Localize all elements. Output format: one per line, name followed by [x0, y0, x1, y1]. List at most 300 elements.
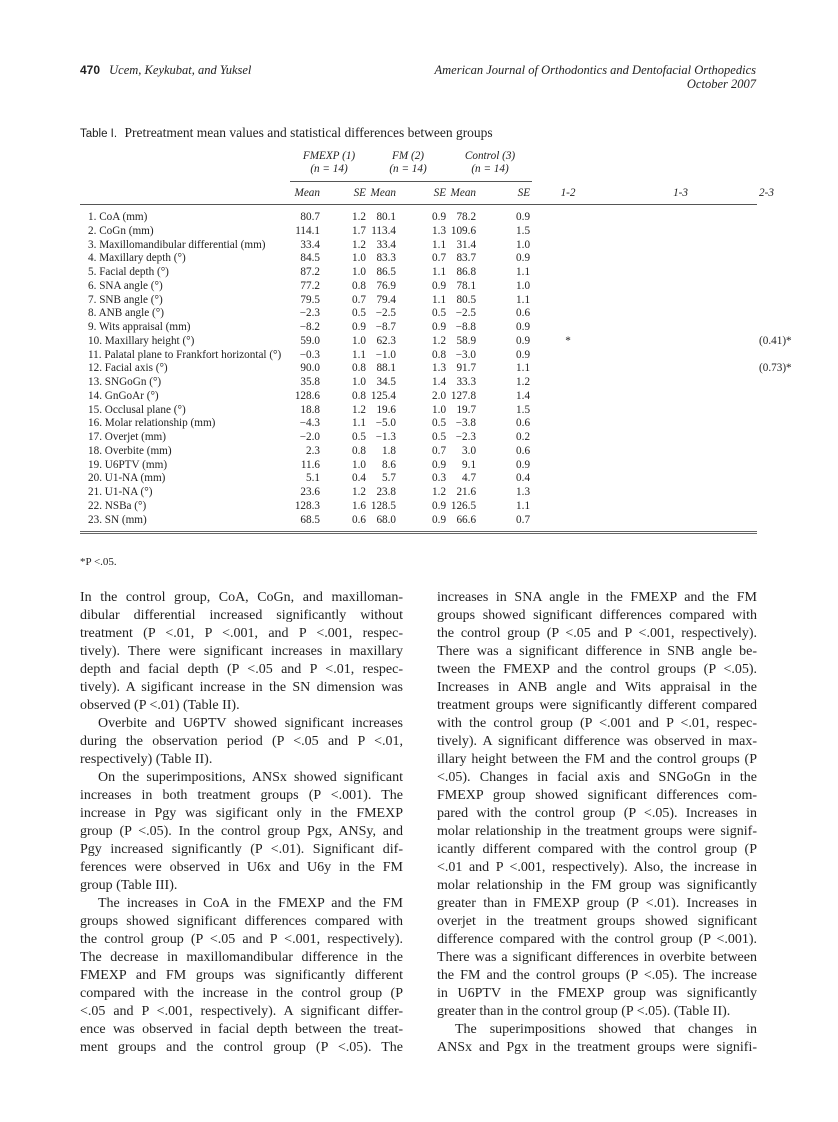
table-cell: 1.8	[382, 444, 397, 457]
table-cell: 1.1	[432, 238, 447, 251]
table-cell	[532, 500, 604, 514]
table-cell: 0.9	[516, 334, 531, 347]
table-cell: −2.3	[455, 431, 477, 443]
table-cell: 0.8	[432, 348, 447, 361]
table-cell: 0.7	[432, 252, 447, 265]
text-line: tively). There were significant increases in maxillary	[80, 644, 403, 659]
text-line: respectively) (Table II).	[80, 752, 213, 767]
table-row	[80, 239, 757, 253]
table-label: Table I.	[80, 128, 118, 140]
table-cell: 0.8	[352, 279, 367, 292]
table-cell	[604, 459, 757, 473]
table-cell: 127.8	[450, 389, 477, 402]
row-label: 20. U1-NA (mm)	[88, 472, 166, 485]
table-cell	[604, 239, 757, 253]
text-line: depth and facial depth (P <.05 and P <.01, respec-	[80, 662, 403, 677]
table-cell: 90.0	[300, 362, 320, 375]
table-cell: 86.8	[456, 266, 477, 278]
table-cell: 128.3	[294, 499, 320, 512]
table-cell: 33.4	[376, 238, 397, 251]
table-cell: 0.7	[352, 293, 367, 306]
table-cell: 88.1	[376, 362, 397, 375]
table-cell: 1.1	[516, 266, 531, 278]
table-row	[80, 349, 757, 363]
table-row	[80, 280, 757, 294]
table-cell	[604, 486, 757, 500]
table-cell: 1.2	[352, 486, 367, 498]
row-label: 10. Maxillary height (°)	[88, 334, 195, 347]
table-row	[80, 390, 757, 404]
table-body	[80, 205, 792, 533]
table-cell: 109.6	[450, 224, 477, 237]
table-cell	[532, 459, 604, 473]
table-cell: 76.9	[376, 279, 397, 292]
table-cell: 78.2	[456, 211, 477, 223]
table-cell: 0.9	[516, 458, 531, 471]
text-line: There was a significant differences in overbite between	[437, 950, 757, 965]
table-cell: 86.5	[376, 266, 397, 278]
table-cell: 1.1	[516, 362, 531, 375]
table-cell: 68.5	[290, 514, 322, 533]
table-row	[80, 459, 757, 473]
table-cell	[532, 280, 604, 294]
text-line: tween the FMEXP and the control groups (P <.05).	[437, 662, 757, 677]
text-line: FMEXP group showed significant differences com-	[437, 788, 757, 803]
table-cell: 1.1	[352, 417, 367, 430]
table-cell: 34.5	[376, 376, 397, 388]
text-line: icantly different compared with the control group (P	[437, 842, 757, 857]
text-line: greater than in the control group (P <.05). (Table II).	[437, 1004, 731, 1019]
table-cell	[604, 376, 757, 390]
table-row	[80, 266, 757, 280]
row-label: 21. U1-NA (°)	[88, 486, 153, 498]
table-cell: 0.5	[352, 431, 367, 443]
table-cell: 1.1	[352, 348, 367, 361]
table-cell: 33.3	[456, 376, 477, 388]
table-row	[80, 294, 757, 308]
group-header-control: Control (3) (n = 14)	[448, 150, 532, 182]
table-caption	[80, 125, 493, 141]
group-header-fm: FM (2) (n = 14)	[368, 150, 448, 182]
table-cell: 0.6	[516, 444, 531, 457]
col-header: Mean	[368, 182, 398, 205]
text-line: during the observation period (P <.05 and P <.01,	[80, 734, 403, 749]
table-cell: 79.4	[376, 293, 397, 306]
text-line: Increases in ANB angle and Wits appraisal in the	[437, 680, 757, 695]
table-cell: 83.3	[376, 252, 397, 265]
table-cell: −8.2	[299, 321, 320, 333]
table-cell	[604, 225, 757, 239]
table-cell: 80.7	[300, 211, 320, 223]
subheader-row: Mean SE Mean SE Mean SE 1-2 1-3 2-3	[80, 182, 757, 205]
table-cell	[604, 362, 757, 376]
text-line: increases in SNA angle in the FMEXP and the FM	[437, 590, 757, 605]
table-cell: 1.3	[432, 362, 447, 375]
table-cell	[604, 321, 757, 335]
table-cell: 23.6	[300, 486, 320, 498]
table-cell: −2.0	[299, 431, 320, 443]
text-line: The decrease in maxillomandibular difference in the	[80, 950, 403, 965]
table-cell: 1.2	[432, 486, 447, 498]
table-row	[80, 307, 757, 321]
table-cell: 0.6	[516, 417, 531, 430]
table-cell	[532, 431, 604, 445]
table-cell: −2.3	[299, 307, 320, 320]
table-cell	[532, 349, 604, 363]
table-cell: 0.8	[352, 362, 367, 375]
table-cell	[532, 472, 604, 486]
table-cell	[604, 390, 757, 404]
table-cell: 0.9	[516, 321, 531, 333]
row-label: 19. U6PTV (mm)	[88, 458, 168, 471]
table-cell: 78.1	[456, 279, 477, 292]
text-line: <.01 and P <.001, respectively). Also, the increase in	[437, 860, 757, 875]
table-row	[80, 321, 757, 335]
table-cell	[532, 404, 604, 418]
table-cell: 79.5	[300, 293, 320, 306]
table-cell: 1.3	[516, 486, 531, 498]
row-label: 2. CoGn (mm)	[88, 224, 154, 237]
table-cell: 84.5	[300, 252, 320, 265]
table-cell	[532, 239, 604, 253]
table-title: Pretreatment mean values and statistical differences between groups	[124, 125, 493, 140]
text-line: dibular differential increased significantly without	[80, 608, 403, 623]
table-cell	[604, 417, 757, 431]
table-cell: 0.4	[516, 472, 531, 485]
table-cell: 1.2	[432, 334, 447, 347]
text-line: The superimpositions showed that changes in	[455, 1022, 757, 1037]
table-cell: 4.7	[462, 472, 477, 485]
text-line: the control group (P <.05 and P <.001, respectively).	[437, 626, 757, 641]
table-cell: 1.3	[432, 224, 447, 237]
text-line: treatment (P <.01, P <.001, and P <.001, respec-	[80, 626, 403, 641]
table-cell: −8.8	[455, 321, 477, 333]
table-row	[80, 252, 757, 266]
table-cell	[604, 514, 757, 533]
text-line: In the control group, CoA, CoGn, and maxilloman-	[80, 590, 403, 605]
table-cell: 66.6	[448, 514, 478, 533]
table-cell: 80.5	[456, 293, 477, 306]
table-cell: 87.2	[300, 266, 320, 278]
col-header: 1-2	[532, 182, 604, 205]
table-cell: 0.8	[352, 389, 367, 402]
body-column-left	[80, 589, 403, 1057]
table-row	[80, 225, 757, 239]
text-line: FMEXP and FM groups was significantly different	[80, 968, 403, 983]
table-cell: −1.3	[375, 431, 397, 443]
table-cell: 0.5	[352, 307, 367, 320]
paragraph	[80, 769, 403, 895]
paragraph	[437, 589, 757, 1021]
table-cell: 0.9	[352, 321, 367, 333]
table-row	[80, 445, 757, 459]
table-cell: 19.7	[456, 403, 477, 416]
table-row	[80, 376, 757, 390]
row-label: 5. Facial depth (°)	[88, 266, 169, 278]
table-cell	[604, 431, 757, 445]
paragraph	[80, 895, 403, 1057]
table-cell: 21.6	[456, 486, 477, 498]
table-row	[80, 486, 757, 500]
table-cell: 0.5	[432, 307, 447, 320]
table-cell: 0.9	[432, 279, 447, 292]
table-cell: 1.2	[516, 376, 531, 388]
table-cell	[604, 500, 757, 514]
table-cell: 126.5	[450, 499, 477, 512]
table-cell	[532, 307, 604, 321]
table-cell	[604, 335, 757, 349]
table-cell: 68.0	[368, 514, 398, 533]
text-line: compared with the increase in the control group (P	[80, 986, 403, 1001]
table-cell: 1.2	[352, 403, 367, 416]
text-line: ferences were observed in U6x and U6y in the FM	[80, 860, 403, 875]
table-row: 10. Maxillary height (°) 59.0 1.0 62.3 1.2 58.9 0.9 * (0.41)*	[80, 335, 757, 349]
text-line: the control group (P <.05 and P <.001, respectively).	[80, 932, 403, 947]
text-line: ment groups and the control group (P <.05). The	[80, 1040, 403, 1055]
table-cell: 0.6	[516, 307, 531, 320]
text-line: the FM and the control groups (P <.05). The increase	[437, 968, 757, 983]
table-cell	[604, 472, 757, 486]
table-cell: 128.6	[294, 389, 320, 402]
table-cell: 0.9	[516, 252, 531, 265]
table-cell: 5.7	[382, 472, 397, 485]
authors: Ucem, Keykubat, and Yuksel	[109, 63, 252, 77]
col-header: 1-3	[604, 182, 757, 205]
row-label: 7. SNB angle (°)	[88, 293, 163, 306]
table-cell	[532, 321, 604, 335]
text-line: ence was observed in facial depth between the treat-	[80, 1022, 403, 1037]
table-row	[80, 205, 757, 225]
text-line: greater than in FMEXP group (P <.01). Increases in	[437, 896, 757, 911]
table-cell	[532, 514, 604, 533]
table-cell: 11.6	[300, 458, 320, 471]
row-label: 11. Palatal plane to Frankfort horizontal (°)	[88, 348, 282, 361]
table-cell: 0.3	[432, 472, 447, 485]
table-cell: 1.1	[432, 266, 447, 278]
table-cell	[604, 266, 757, 280]
text-line: group (P <.05). In the control group Pgx, ANSy, and	[80, 824, 403, 839]
table-row	[80, 514, 757, 533]
table-footnote: *P <.05.	[80, 556, 117, 568]
table-cell: 1.0	[352, 376, 367, 388]
table-cell	[604, 445, 757, 459]
table-cell: 0.9	[398, 514, 448, 533]
table-row	[80, 417, 757, 431]
row-label: 14. GnGoAr (°)	[88, 389, 159, 402]
table-cell	[604, 404, 757, 418]
table-cell: 1.1	[516, 293, 531, 306]
table-cell: 1.5	[516, 403, 531, 416]
table-cell: −5.0	[375, 417, 397, 430]
table-cell: 77.2	[300, 279, 320, 292]
paragraph	[80, 715, 403, 769]
text-line: overjet in the treatment groups showed significant	[437, 914, 757, 929]
table-cell	[604, 252, 757, 266]
row-label: 4. Maxillary depth (°)	[88, 252, 186, 265]
table-cell: 0.9	[516, 348, 531, 361]
table-cell	[532, 486, 604, 500]
row-label: 1. CoA (mm)	[88, 211, 148, 223]
table-cell: 1.0	[352, 252, 367, 265]
text-line: The increases in CoA in the FMEXP and the FM	[98, 896, 403, 911]
table-cell: 1.0	[432, 403, 447, 416]
table-cell	[604, 294, 757, 308]
text-line: increase in Pgy was sigificant only in the FMEXP	[80, 806, 403, 821]
table-cell: −2.5	[375, 307, 397, 320]
table-cell: 0.9	[432, 211, 447, 223]
table-cell: 125.4	[370, 389, 397, 402]
table-cell: 0.7	[432, 444, 447, 457]
table-cell: 58.9	[456, 334, 477, 347]
text-line: groups showed significant differences compared with	[437, 608, 757, 623]
table-cell: 80.1	[376, 211, 397, 223]
body-column-right	[437, 589, 757, 1057]
page-number: 470	[80, 63, 101, 77]
table-cell: 2.0	[432, 389, 447, 402]
table-cell: 1.0	[516, 238, 531, 251]
text-line: ANSx and Pgx in the treatment groups were signifi-	[437, 1040, 757, 1055]
text-line: Overbite and U6PTV showed significant increases	[98, 716, 403, 731]
table-cell: 18.8	[300, 403, 320, 416]
table-cell: 0.2	[516, 431, 531, 443]
table-cell: −8.7	[375, 321, 397, 333]
text-line: illary height between the FM and the control groups (P	[437, 752, 757, 767]
table-cell: 0.4	[352, 472, 367, 485]
table-cell: 113.4	[371, 224, 397, 237]
text-line: tively). A sigificant increase in the SN dimension was	[80, 680, 403, 695]
table-cell: 33.4	[300, 238, 320, 251]
table-cell	[532, 445, 604, 459]
table-cell	[604, 307, 757, 321]
table-cell: 35.8	[300, 376, 320, 388]
table-cell	[532, 294, 604, 308]
row-label: 23. SN (mm)	[80, 514, 290, 533]
table-cell: 8.6	[382, 458, 397, 471]
table-cell: 31.4	[456, 238, 477, 251]
table-cell: 83.7	[456, 252, 477, 265]
table-cell	[532, 205, 604, 225]
text-line: <.05 and P <.001, respectively). A significant differ-	[80, 1004, 403, 1019]
text-line: tively). A significant difference was observed in max-	[437, 734, 757, 749]
text-line: Pgy increased significantly (P <.01). Significant dif-	[80, 842, 403, 857]
running-header-left	[80, 63, 251, 78]
table-row	[80, 431, 757, 445]
text-line: group (Table III).	[80, 878, 178, 893]
col-header: SE	[478, 182, 532, 205]
table-cell: −2.5	[455, 307, 477, 320]
row-label: 8. ANB angle (°)	[88, 307, 164, 320]
table-cell: −3.8	[455, 417, 477, 430]
text-line: groups showed significant differences compared with	[80, 914, 403, 929]
text-line: molar relationship in the FM group was significantly	[437, 878, 757, 893]
paragraph	[80, 589, 403, 715]
table-cell: 1.0	[516, 279, 531, 292]
table-cell: 5.1	[306, 472, 320, 485]
table-cell: 1.1	[516, 499, 531, 512]
table-cell: 0.9	[516, 211, 531, 223]
issue-date: October 2007	[686, 77, 756, 91]
text-line: treatment groups were significantly different compared	[437, 698, 757, 713]
table-row	[80, 472, 757, 486]
text-line: molar relationship in the treatment groups were signif-	[437, 824, 757, 839]
row-label: 15. Occlusal plane (°)	[88, 403, 186, 416]
table-row	[80, 500, 757, 514]
table-cell: 3.0	[462, 444, 477, 457]
table-cell: 0.9	[432, 458, 447, 471]
table-cell: 91.7	[456, 362, 477, 375]
text-line: with the control group (P <.001 and P <.01, respec-	[437, 716, 757, 731]
group-header-fmexp: FMEXP (1) (n = 14)	[290, 150, 368, 182]
table-cell: −0.3	[299, 348, 320, 361]
table-cell: 1.0	[352, 458, 367, 471]
table-row: 12. Facial axis (°) 90.0 0.8 88.1 1.3 91.7 1.1 (0.73)*	[80, 362, 757, 376]
table-cell: 0.8	[352, 444, 367, 457]
table-cell	[604, 205, 757, 225]
table-cell: 128.5	[370, 499, 397, 512]
table-cell: 0.7	[478, 514, 532, 533]
table-cell	[604, 280, 757, 294]
row-label: 6. SNA angle (°)	[88, 279, 163, 292]
table-cell: 1.2	[352, 211, 367, 223]
col-header: Mean	[448, 182, 478, 205]
running-header-right	[435, 63, 757, 91]
text-line: There was a significant difference in SNB angle be-	[437, 644, 757, 659]
col-header: SE	[322, 182, 368, 205]
text-line: observed (P <.01) (Table II).	[80, 698, 240, 713]
table-cell: 0.6	[322, 514, 368, 533]
journal-name: American Journal of Orthodontics and Dentofacial Orthopedics	[434, 63, 756, 77]
table-row	[80, 404, 757, 418]
text-line: difference compared with the control group (P <.001).	[437, 932, 757, 947]
table-cell: 62.3	[376, 334, 397, 347]
col-header: SE	[398, 182, 448, 205]
row-label: 12. Facial axis (°)	[88, 362, 168, 375]
table-cell: 1.4	[516, 389, 531, 402]
table-cell: 1.7	[352, 224, 367, 237]
table-cell	[532, 417, 604, 431]
table-cell: 0.9	[432, 321, 447, 333]
row-label: 17. Overjet (mm)	[88, 431, 166, 443]
text-line: pared with the control group (P <.05). Increases in	[437, 806, 757, 821]
table-cell: 59.0	[300, 334, 320, 347]
text-line: On the superimpositions, ANSx showed significant	[98, 770, 403, 785]
table-cell: 1.2	[352, 238, 367, 251]
table-cell	[532, 225, 604, 239]
table-cell: 1.0	[352, 334, 367, 347]
paragraph	[437, 1021, 757, 1057]
table-cell: −1.0	[375, 348, 397, 361]
table-cell: −3.0	[455, 348, 477, 361]
table-cell: 0.5	[432, 417, 447, 430]
table-pretreatment-values	[80, 150, 792, 534]
row-label: 22. NSBa (°)	[88, 499, 147, 512]
table-cell: 0.5	[432, 431, 447, 443]
row-label: 9. Wits appraisal (mm)	[88, 321, 191, 333]
table-cell	[532, 362, 604, 376]
table-cell: 19.6	[376, 403, 397, 416]
table-cell: 114.1	[295, 224, 320, 237]
row-label: 13. SNGoGn (°)	[88, 376, 162, 388]
table-cell: −4.3	[299, 417, 320, 430]
group-header-row	[80, 150, 757, 182]
table-cell: 1.5	[516, 224, 531, 237]
table-cell	[604, 349, 757, 363]
table-cell: 1.1	[432, 293, 447, 306]
table-cell	[532, 376, 604, 390]
row-label: 18. Overbite (mm)	[88, 444, 172, 457]
row-label: 16. Molar relationship (mm)	[88, 417, 216, 430]
table-cell: *	[565, 334, 571, 347]
